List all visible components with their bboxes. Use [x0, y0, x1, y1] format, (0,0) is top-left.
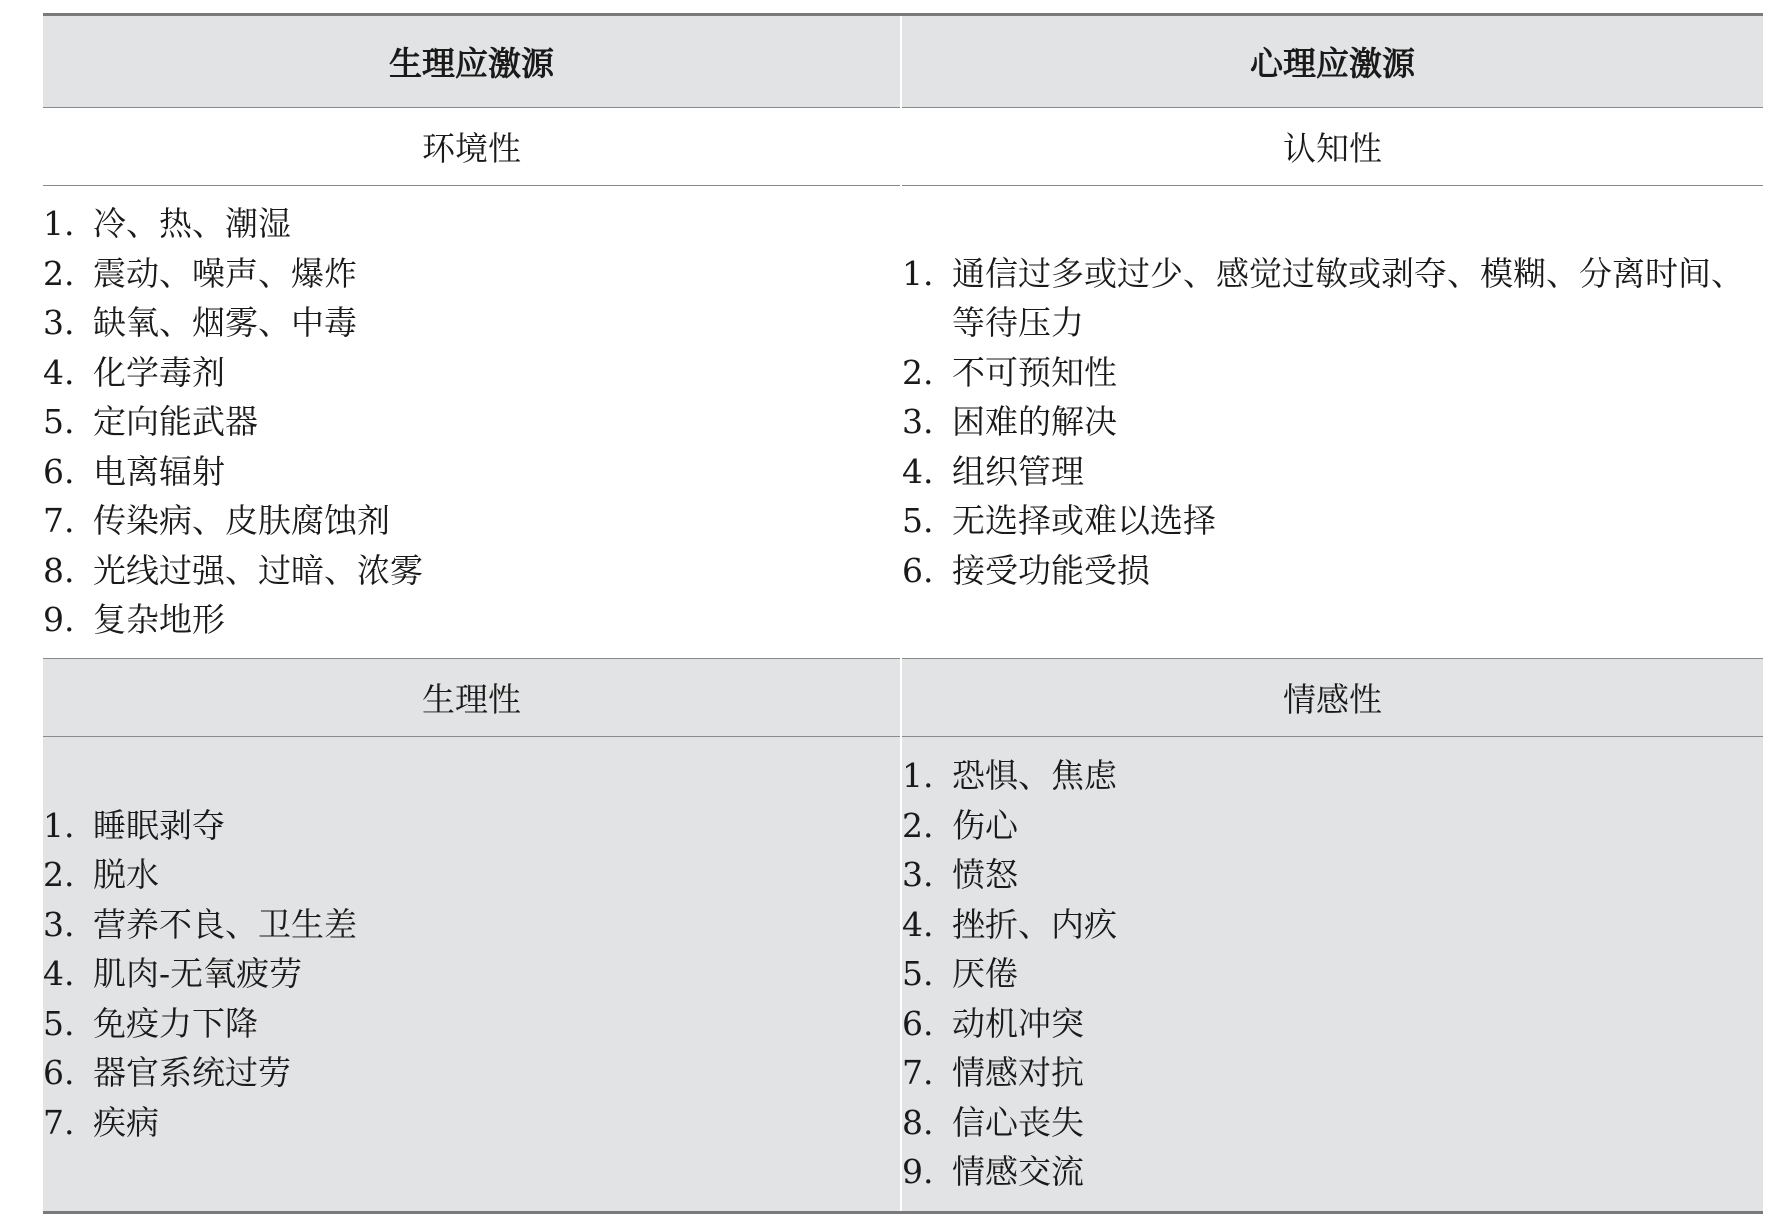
- list-item: [43, 801, 900, 851]
- list-item-number: 8.: [43, 550, 75, 590]
- list-item: [43, 397, 900, 447]
- list-item-number: 1.: [902, 756, 934, 796]
- list-item: [43, 595, 900, 645]
- list-item: [902, 546, 1763, 596]
- list-item-number: 5.: [902, 954, 934, 994]
- list-item-number: 4.: [43, 954, 75, 994]
- list-item-number: 2.: [902, 352, 934, 392]
- list-item-text: 冷、热、潮湿: [93, 204, 291, 244]
- list-item-text: 挫折、内疚: [952, 904, 1117, 944]
- list-item-number: 3.: [902, 402, 934, 442]
- section-title-emotional: 情感性: [901, 659, 1763, 737]
- list-item: [43, 949, 900, 999]
- list-item-text: 器官系统过劳: [93, 1053, 291, 1093]
- list-item-number: 6.: [43, 1053, 75, 1093]
- list-item: [43, 249, 900, 299]
- section-title-physiological: 生理性: [43, 659, 901, 737]
- header-physiological-stressors: 生理应激源: [43, 15, 901, 108]
- list-item-text: 困难的解决: [952, 402, 1117, 442]
- list-item-number: 2.: [43, 855, 75, 895]
- list-item: [43, 1048, 900, 1098]
- list-item: [43, 199, 900, 249]
- environmental-cell: [43, 186, 901, 659]
- list-item-number: 3.: [43, 904, 75, 944]
- list-item: [902, 397, 1763, 447]
- list-item: [43, 850, 900, 900]
- list-item-number: 6.: [902, 1003, 934, 1043]
- list-item-text: 情感对抗: [952, 1053, 1084, 1093]
- list-item-text: 化学毒剂: [93, 352, 225, 392]
- physiological-cell: [43, 737, 901, 1213]
- list-item: [43, 900, 900, 950]
- cognitive-list: [902, 249, 1763, 596]
- list-item-text: 传染病、皮肤腐蚀剂: [93, 501, 390, 541]
- list-item: [902, 249, 1763, 348]
- list-item-number: 4.: [43, 352, 75, 392]
- list-item-text: 肌肉-无氧疲劳: [93, 954, 303, 994]
- list-item-number: 7.: [43, 1102, 75, 1142]
- list-item: [902, 447, 1763, 497]
- list-item-number: 1.: [43, 805, 75, 845]
- list-item: [902, 949, 1763, 999]
- stressor-table: [43, 13, 1763, 1214]
- list-item: [902, 348, 1763, 398]
- list-item-text: 接受功能受损: [952, 550, 1150, 590]
- list-item-number: 6.: [902, 550, 934, 590]
- emotional-list: [902, 751, 1763, 1197]
- list-item: [902, 850, 1763, 900]
- list-item-number: 4.: [902, 904, 934, 944]
- section-content-row: [43, 186, 1763, 659]
- list-item-text: 厌倦: [952, 954, 1018, 994]
- list-item-text: 不可预知性: [952, 352, 1117, 392]
- list-item-number: 4.: [902, 451, 934, 491]
- physiological-list: [43, 801, 900, 1148]
- list-item: [902, 496, 1763, 546]
- list-item-text: 恐惧、焦虑: [952, 756, 1117, 796]
- list-item: [902, 900, 1763, 950]
- list-item-number: 5.: [43, 402, 75, 442]
- list-item-text: 定向能武器: [93, 402, 258, 442]
- stressor-table-container: [43, 13, 1763, 1214]
- list-item: [902, 999, 1763, 1049]
- list-item-text: 睡眠剥夺: [93, 805, 225, 845]
- list-item-text: 缺氧、烟雾、中毒: [93, 303, 357, 343]
- list-item-number: 8.: [902, 1102, 934, 1142]
- list-item-text: 免疫力下降: [93, 1003, 258, 1043]
- list-item-number: 9.: [43, 600, 75, 640]
- list-item-text: 营养不良、卫生差: [93, 904, 357, 944]
- section-title-cognitive: 认知性: [901, 108, 1763, 186]
- list-item-number: 3.: [43, 303, 75, 343]
- list-item-number: 1.: [43, 204, 75, 244]
- list-item-number: 7.: [902, 1053, 934, 1093]
- section-title-row: [43, 108, 1763, 186]
- list-item-number: 5.: [43, 1003, 75, 1043]
- list-item-text: 组织管理: [952, 451, 1084, 491]
- list-item-text: 疾病: [93, 1102, 159, 1142]
- list-item-text: 光线过强、过暗、浓雾: [93, 550, 423, 590]
- list-item: [43, 1098, 900, 1148]
- list-item-text: 愤怒: [952, 855, 1018, 895]
- list-item: [43, 348, 900, 398]
- list-item-number: 5.: [902, 501, 934, 541]
- list-item: [43, 546, 900, 596]
- section-content-row: [43, 737, 1763, 1213]
- list-item-number: 2.: [43, 253, 75, 293]
- list-item-text: 无选择或难以选择: [952, 501, 1216, 541]
- list-item: [902, 1048, 1763, 1098]
- environmental-list: [43, 199, 900, 645]
- list-item-text: 动机冲突: [952, 1003, 1084, 1043]
- list-item-number: 6.: [43, 451, 75, 491]
- list-item-number: 3.: [902, 855, 934, 895]
- list-item-number: 1.: [902, 253, 934, 293]
- list-item: [902, 1098, 1763, 1148]
- list-item-number: 2.: [902, 805, 934, 845]
- list-item: [43, 496, 900, 546]
- list-item: [43, 298, 900, 348]
- list-item-text: 震动、噪声、爆炸: [93, 253, 357, 293]
- section-title-environmental: 环境性: [43, 108, 901, 186]
- list-item: [43, 447, 900, 497]
- list-item-text: 脱水: [93, 855, 159, 895]
- list-item: [43, 999, 900, 1049]
- list-item-text: 信心丧失: [952, 1102, 1084, 1142]
- list-item: [902, 751, 1763, 801]
- header-psychological-stressors: 心理应激源: [901, 15, 1763, 108]
- list-item: [902, 1147, 1763, 1197]
- list-item-text: 通信过多或过少、感觉过敏或剥夺、模糊、分离时间、等待压力: [952, 253, 1744, 343]
- table-header-row: [43, 15, 1763, 108]
- list-item-text: 伤心: [952, 805, 1018, 845]
- list-item-text: 复杂地形: [93, 600, 225, 640]
- section-title-row: [43, 659, 1763, 737]
- list-item: [902, 801, 1763, 851]
- list-item-text: 电离辐射: [93, 451, 225, 491]
- list-item-text: 情感交流: [952, 1152, 1084, 1192]
- cognitive-cell: [901, 186, 1763, 659]
- list-item-number: 7.: [43, 501, 75, 541]
- list-item-number: 9.: [902, 1152, 934, 1192]
- emotional-cell: [901, 737, 1763, 1213]
